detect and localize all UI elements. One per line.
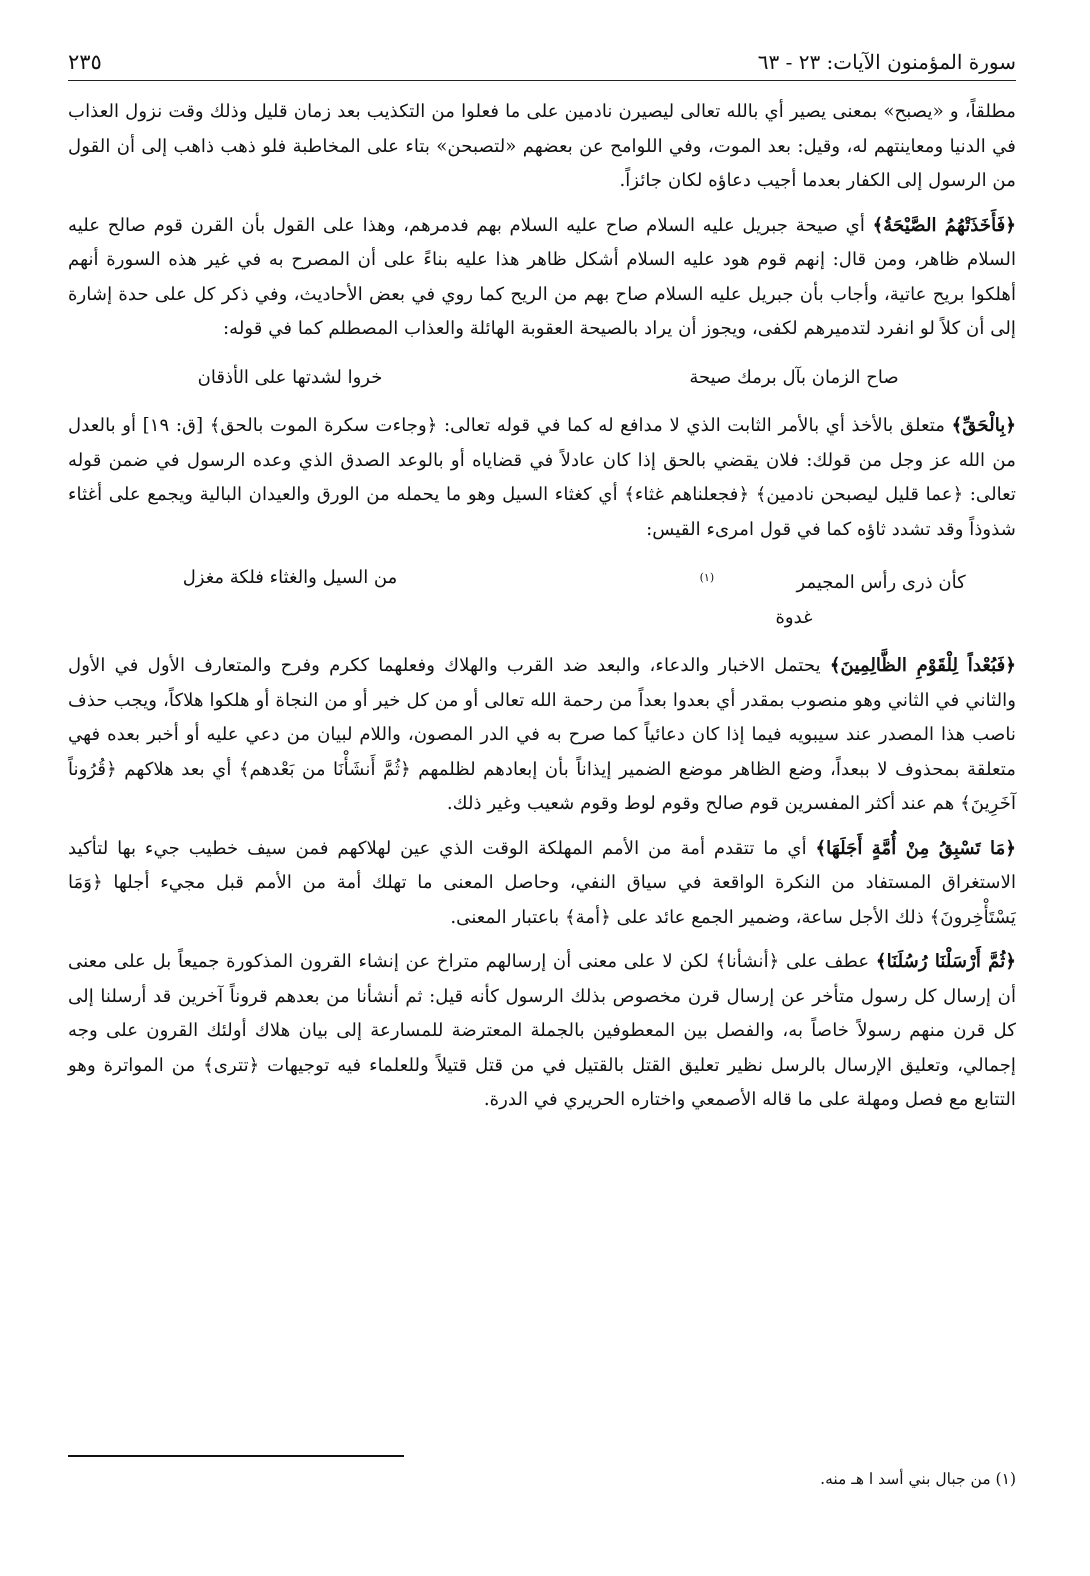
paragraph: ﴿ثُمَّ أَرْسَلْنَا رُسُلَنَا﴾ عطف على ﴿أنشأنا﴾ لكن لا على معنى أن إرسالهم متراخ عن إنشاء القرون المذكورة جميعاً بل على معنى أن إرسال كل رسول متأخر عن إرسال قرن مخصوص بذلك الرسول كأنه قيل: ثم أنشأنا من بعدهم قروناً آخرين قد أرسلنا إلى كل قرن منهم رسولاً خاصاً به، والفصل بين المعطوفين بالجملة المعترضة للمسارعة إلى بيان هلاك أولئك القرون على وجه إجمالي، وتعليق الإرسال بالرسل نظير تعليق القتل بالقتيل في من قتل قتيلاً وللعلماء فيه توجيهات ﴿تترى﴾ من المواترة وهو التتابع مع فصل ومهلة على ما قاله الأصمعي واختاره الحريري في الدرة. xyxy=(68,951,1016,1110)
poetry-verse xyxy=(68,357,1016,402)
surah-header-title: سورة المؤمنون الآيات: ٢٣ - ٦٣ xyxy=(757,50,1016,74)
verse-second-hemistich: خروا لشدتها على الأذقان xyxy=(197,366,383,388)
running-header xyxy=(68,50,1016,81)
paragraph: ﴿فَأَخَذَتْهُمُ الصَّيْحَةُ﴾ أي صيحة جبريل عليه السلام صاح عليه السلام بهم فدمرهم، وهذا على القول بأن القرن قوم صالح عليه السلام ظاهر، ومن قال: إنهم قوم هود عليه السلام أشكل ظاهر هذا عليه بناءً على أن المصرح به في غير هذه السورة أنهم أهلكوا بريح عاتية، وأجاب بأن جبريل عليه السلام صاح بهم من الريح كما روي في بعض الأحاديث، وفي ذكر كل على حدة إشارة إلى أن كلاً لو انفرد لتدميرهم لكفى، ويجوز أن يراد بالصيحة العقوبة الهائلة والعذاب المصطلم كما في قوله: xyxy=(68,214,1016,339)
page xyxy=(68,50,1017,1488)
quran-quote: ﴿فَأَخَذَتْهُمُ الصَّيْحَةُ﴾ xyxy=(872,214,1016,236)
paragraph: ﴿بِالْحَقِّ﴾ متعلق بالأخذ أي بالأمر الثابت الذي لا مدافع له كما في قوله تعالى: ﴿وجاءت سكرة الموت بالحق﴾ [ق: ١٩] أو بالعدل من الله عز وجل من قولك: فلان يقضي بالحق إذا كان عادلاً في قضاياه أو بالوعد الصدق الذي وعده الرسول في ضمن قوله تعالى: ﴿عما قليل ليصبحن نادمين﴾ ﴿فجعلناهم غثاء﴾ أي كغثاء السيل وهو ما يحمله من الورق والعيدان البالية ويجمع على أغثاء شذوذاً وقد تشدد ثاؤه كما في قول امرىء القيس: xyxy=(68,415,1016,540)
footnote-divider xyxy=(68,1455,404,1457)
quran-quote: ﴿ثُمَّ أَرْسَلْنَا رُسُلَنَا﴾ xyxy=(875,951,1016,972)
verse-second-hemistich: من السيل والغثاء فلكة مغزل xyxy=(182,567,398,588)
paragraph: ﴿فَبُعْداً لِلْقَوْمِ الظَّالِمِينَ﴾ يحتمل الاخبار والدعاء، والبعد ضد القرب والهلاك وفعلهما ككرم وفرح والمتعارف الأول في الأول والثاني في الثاني وهو منصوب بمقدر أي بعدوا بعداً من رحمة الله تعالى أو من كل خير أو من النجاة أو هلكوا هلاكاً، ويجب حذف ناصب هذا المصدر عند سيبويه فيما إذا كان دعائياً كما صرح به في الدر المصون، واللام لبيان من دعي عليه أو أخبر بعده فهي متعلقة بمحذوف لا ببعداً، وضع الظاهر موضع الضمير إيذاناً بأن إبعادهم لظلمهم ﴿ثُمَّ أَنشَأْنَا من بَعْدهم﴾ أي بعد هلاكهم ﴿قُرُوناً آخَرِينَ﴾ هم عند أكثر المفسرين قوم صالح وقوم لوط وقوم شعيب وغير ذلك. xyxy=(68,655,1017,814)
footnote: (١) من جبال بني أسد ا هـ منه. xyxy=(820,1470,1016,1488)
paragraph: مطلقاً، و «يصبح» بمعنى يصير أي بالله تعالى ليصيرن نادمين على ما فعلوا من التكذيب بعد زمان قليل وذلك وقت نزول العذاب في الدنيا ومعاينتهم له، وقيل: بعد الموت، وفي اللوامح عن بعضهم «لتصبحن» بتاء على المخاطبة فلو ذهب ذاهب إلى أن القول من الرسول إلى الكفار بعدما أجيب دعاؤه لكان جائزاً. xyxy=(68,101,1016,191)
quran-quote: ﴿بِالْحَقِّ﴾ xyxy=(951,415,1016,436)
verse-first-hemistich: كأن ذرى رأس المجيمر(١)غدوة xyxy=(596,561,992,635)
page-number: ٢٣٥ xyxy=(68,50,102,74)
poetry-verse xyxy=(68,557,1016,641)
commentary-body xyxy=(68,95,1016,1118)
quran-quote: ﴿فَبُعْداً لِلْقَوْمِ الظَّالِمِينَ﴾ xyxy=(829,655,1016,676)
footnote-reference[interactable]: (١) xyxy=(699,571,715,584)
verse-first-hemistich: صاح الزمان بآل برمك صيحة xyxy=(689,366,899,388)
paragraph: ﴿مَا تَسْبِقُ مِنْ أُمَّةٍ أَجَلَهَا﴾ أي ما تتقدم أمة من الأمم المهلكة الوقت الذي عين لهلاكهم فمن سيف خطيب جيء بها لتأكيد الاستغراق المستفاد من النكرة الواقعة في سياق النفي، وحاصل المعنى ما تهلك أمة من الأمم قبل مجيء أجلها ﴿وَمَا يَسْتَأْخِرونَ﴾ ذلك الأجل ساعة، وضمير الجمع عائد على ﴿أمة﴾ باعتبار المعنى. xyxy=(68,837,1016,928)
quran-quote: ﴿مَا تَسْبِقُ مِنْ أُمَّةٍ أَجَلَهَا﴾ xyxy=(815,837,1016,859)
